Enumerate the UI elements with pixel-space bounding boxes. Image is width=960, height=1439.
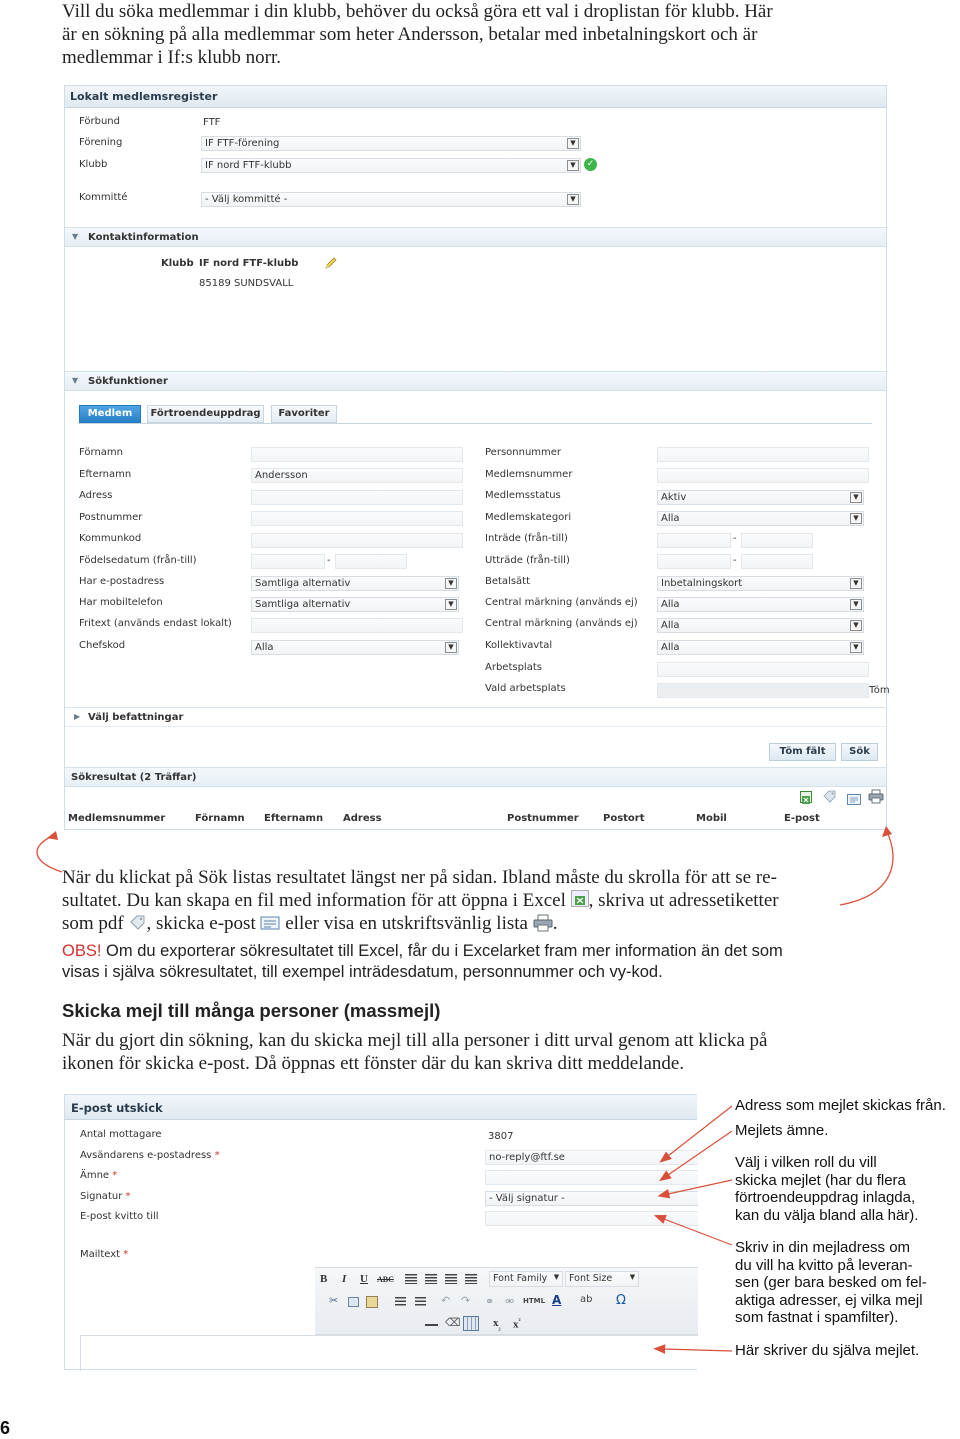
body2-line-3a: som pdf — [62, 913, 124, 934]
antal-label: Antal mottagare — [80, 1129, 162, 1140]
label-uttrade: Utträde (från-till) — [485, 555, 570, 566]
kommitte-select-value: - Välj kommitté - — [205, 194, 288, 205]
forening-select-value: IF FTF-förening — [205, 138, 280, 149]
label-fodelsedatum: Födelsedatum (från-till) — [79, 555, 197, 566]
central-markning-1-value: Alla — [661, 599, 680, 610]
annotation-signatur-3: förtroendeuppdrag inlagda, — [735, 1189, 916, 1206]
unlink-icon[interactable]: ⚮ — [505, 1296, 515, 1308]
col-epost[interactable]: E-post — [784, 813, 820, 824]
body2-line-3c: eller visa en utskriftsvänlig lista — [285, 913, 528, 934]
label-har-mobil: Har mobiltelefon — [79, 597, 163, 608]
klubb-select-value: IF nord FTF-klubb — [205, 160, 292, 171]
chevron-down-icon: ▼ — [445, 578, 457, 589]
label-adress: Adress — [79, 490, 113, 501]
har-epost-value: Samtliga alternativ — [255, 578, 351, 589]
label-personnummer: Personnummer — [485, 447, 562, 458]
massmail-heading: Skicka mejl till många personer (massmejl) — [62, 1000, 441, 1021]
col-adress[interactable]: Adress — [343, 813, 382, 824]
label-central-markning-2: Central märkning (används ej) — [485, 618, 638, 629]
font-size-value: Font Size — [569, 1273, 613, 1284]
check-icon: ✓ — [584, 158, 597, 171]
search-section-title: Sökfunktioner — [88, 376, 168, 387]
annotation-signatur-1: Välj i vilken roll du vill — [735, 1154, 877, 1171]
label-efternamn: Efternamn — [79, 469, 132, 480]
underline-button[interactable]: U — [360, 1273, 368, 1285]
italic-button[interactable]: I — [342, 1273, 347, 1285]
chevron-down-icon: ▼ — [567, 160, 579, 171]
label-kollektivavtal: Kollektivavtal — [485, 640, 553, 651]
body2-line-2a: sultatet. Du kan skapa en fil med information för att öppna i Excel — [62, 890, 566, 911]
col-fornamn[interactable]: Förnamn — [195, 813, 245, 824]
massmail-line-2: ikonen för skicka e-post. Då öppnas ett fönster där du kan skriva ditt meddelande. — [62, 1053, 685, 1074]
massmail-line-1: När du gjort din sökning, kan du skicka mejl till alla personer i ditt urval genom att klicka på — [62, 1030, 768, 1051]
label-har-epost: Har e-postadress — [79, 576, 165, 587]
eraser-icon[interactable]: ⌫ — [445, 1317, 461, 1329]
subscript-icon[interactable]: $x_{_2}$ — [493, 1317, 501, 1332]
sok-button[interactable]: Sök — [841, 743, 878, 761]
arrow-mailtext — [664, 1349, 732, 1351]
medlemskategori-value: Alla — [661, 513, 680, 524]
bold-button[interactable]: B — [320, 1273, 328, 1285]
body2-line-3d: . — [552, 913, 558, 934]
arrow-kvitto — [664, 1219, 732, 1245]
chevron-down-icon: ▼ — [567, 194, 579, 205]
chevron-down-icon: ▼ — [850, 642, 862, 653]
central-markning-2-value: Alla — [661, 620, 680, 631]
col-postort[interactable]: Postort — [603, 813, 645, 824]
tab-fortroendeuppdrag[interactable]: Förtroendeuppdrag — [147, 405, 264, 423]
chevron-down-icon: ▼ — [850, 492, 862, 503]
intro-line-3: medlemmar i If:s klubb norr. — [62, 47, 281, 68]
tab-medlem[interactable]: Medlem — [79, 405, 141, 423]
avsandare-input[interactable]: no-reply@ftf.se — [485, 1150, 698, 1165]
arrow-amne — [668, 1131, 732, 1175]
medlemsstatus-value: Aktiv — [661, 492, 687, 503]
label-fornamn: Förnamn — [79, 447, 123, 458]
chevron-down-icon: ▼ — [567, 138, 579, 149]
annotation-kvitto-4: aktiga adresser, ej vilka mejl — [735, 1291, 923, 1309]
kollektivavtal-value: Alla — [661, 642, 680, 653]
klubb-label: Klubb — [79, 159, 108, 170]
redo-icon[interactable]: ↷ — [461, 1295, 471, 1307]
label-betalsatt: Betalsätt — [485, 576, 531, 587]
intro-line-2: är en sökning på alla medlemmar som heter Andersson, betalar med inbetalningskort och är — [62, 24, 758, 45]
tom-falt-button[interactable]: Töm fält — [769, 743, 836, 761]
amne-label-text: Ämne — [80, 1170, 110, 1181]
tom-link[interactable]: Töm — [869, 685, 890, 696]
obs-text-1: Om du exporterar sökresultatet till Excel, får du i Excelarket fram mer information än det som — [106, 942, 783, 960]
label-postnummer: Postnummer — [79, 512, 143, 523]
register-title: Lokalt medlemsregister — [70, 90, 218, 103]
label-vald-arbetsplats: Vald arbetsplats — [485, 683, 566, 694]
range-dash: - — [733, 555, 737, 566]
contact-address: 85189 SUNDSVALL — [199, 278, 294, 289]
label-arbetsplats: Arbetsplats — [485, 662, 542, 673]
col-mobil[interactable]: Mobil — [696, 813, 727, 824]
required-mark: * — [112, 1170, 118, 1181]
annotation-avsandare: Adress som mejlet skickas från. — [735, 1097, 946, 1114]
label-intrade: Inträde (från-till) — [485, 533, 568, 544]
valj-befattningar-title: Välj befattningar — [88, 712, 184, 723]
email-form-title: E-post utskick — [71, 1101, 163, 1115]
antal-value: 3807 — [488, 1131, 514, 1142]
text-color-icon[interactable]: A — [552, 1293, 562, 1307]
forening-label: Förening — [79, 137, 123, 148]
annotation-kvitto-1: Skriv in din mejladress om — [735, 1239, 911, 1256]
result-title: Sökresultat (2 Träffar) — [71, 772, 197, 783]
chevron-down-icon: ▼ — [445, 642, 457, 653]
body2-line-2b: , skriva ut adressetiketter — [588, 890, 779, 911]
label-medlemsstatus: Medlemsstatus — [485, 490, 561, 501]
annotation-kvitto-2: du vill ha kvitto på leveran- — [735, 1256, 913, 1274]
label-kommunkod: Kommunkod — [79, 533, 142, 544]
cut-icon[interactable]: ✂ — [329, 1295, 339, 1307]
mailtext-label-text: Mailtext — [80, 1249, 121, 1260]
annotation-amne: Mejlets ämne. — [735, 1122, 829, 1139]
betalsatt-value: Inbetalningskort — [661, 578, 743, 589]
label-chefskod: Chefskod — [79, 640, 126, 651]
undo-icon[interactable]: ↶ — [441, 1295, 451, 1307]
chevron-down-icon: ▼ — [850, 620, 862, 631]
required-mark: * — [123, 1249, 129, 1260]
forbund-value: FTF — [203, 117, 221, 128]
chevron-down-icon: ▼ — [629, 1273, 636, 1281]
collapse-triangle-icon: ▼ — [72, 232, 79, 241]
omega-icon[interactable]: Ω — [616, 1293, 626, 1308]
obs-label: OBS! — [62, 942, 102, 960]
body2-line-1: När du klickat på Sök listas resultatet längst ner på sidan. Ibland måste du skrolla för att se re- — [62, 867, 777, 888]
kommitte-label: Kommitté — [79, 192, 128, 203]
required-mark: * — [214, 1150, 220, 1161]
col-postnummer[interactable]: Postnummer — [507, 813, 579, 824]
contact-klubb-name: IF nord FTF-klubb — [199, 258, 299, 269]
intro-line-1: Vill du söka medlemmar i din klubb, behöver du också göra ett val i droplistan för klubb. Här — [62, 1, 773, 22]
range-dash: - — [327, 555, 331, 566]
arrow-avsandare — [668, 1106, 732, 1156]
label-medlemskategori: Medlemskategori — [485, 512, 572, 523]
font-family-value: Font Family — [493, 1273, 548, 1284]
chevron-down-icon: ▼ — [850, 513, 862, 524]
chefskod-value: Alla — [255, 642, 274, 653]
efternamn-input[interactable]: Andersson — [251, 468, 463, 483]
expand-triangle-icon: ▶ — [74, 712, 81, 721]
label-fritext: Fritext (används endast lokalt) — [79, 618, 232, 629]
chevron-down-icon: ▼ — [553, 1273, 560, 1281]
collapse-triangle-icon: ▼ — [72, 376, 79, 385]
body2-line-3b: , skicka e-post — [146, 913, 256, 934]
annotation-kvitto-5: som fastnat i spamfilter). — [735, 1309, 899, 1326]
signatur-label-text: Signatur — [80, 1191, 123, 1202]
annotation-signatur-4: kan du välja bland alla här). — [735, 1206, 919, 1224]
obs-line-2: visas i själva sökresultatet, till exempel inträdesdatum, personnummer och vy-kod. — [62, 963, 663, 981]
highlight-icon[interactable]: ab — [580, 1294, 593, 1305]
link-icon[interactable]: ⚭ — [485, 1296, 495, 1308]
contact-section-title: Kontaktinformation — [88, 232, 199, 243]
har-mobil-value: Samtliga alternativ — [255, 599, 351, 610]
strikethrough-button[interactable]: ABC — [377, 1275, 394, 1284]
kvitto-label: E-post kvitto till — [80, 1211, 159, 1222]
html-icon[interactable]: HTML — [523, 1297, 546, 1305]
tab-favoriter[interactable]: Favoriter — [271, 405, 337, 423]
avsandare-label-text: Avsändarens e-postadress — [80, 1150, 212, 1161]
label-central-markning-1: Central märkning (används ej) — [485, 597, 638, 608]
annotation-kvitto-3: sen (ger bara besked om fel- — [735, 1274, 927, 1291]
superscript-icon[interactable]: $x^{^2}$ — [513, 1317, 521, 1331]
contact-klubb-label: Klubb — [161, 258, 194, 269]
forbund-label: Förbund — [79, 116, 120, 127]
required-mark: * — [125, 1191, 131, 1202]
chevron-down-icon: ▼ — [850, 578, 862, 589]
annotation-signatur-2: skicka mejlet (har du flera — [735, 1171, 906, 1189]
label-medlemsnummer: Medlemsnummer — [485, 469, 573, 480]
col-medlemsnummer[interactable]: Medlemsnummer — [68, 813, 166, 824]
signatur-select[interactable]: - Välj signatur - — [485, 1191, 698, 1206]
chevron-down-icon: ▼ — [445, 599, 457, 610]
annotation-mailtext: Här skriver du själva mejlet. — [735, 1342, 920, 1359]
col-efternamn[interactable]: Efternamn — [264, 813, 324, 824]
range-dash: - — [733, 533, 737, 544]
chevron-down-icon: ▼ — [850, 599, 862, 610]
page-number: 6 — [0, 1418, 11, 1438]
arrow-signatur — [668, 1180, 732, 1194]
